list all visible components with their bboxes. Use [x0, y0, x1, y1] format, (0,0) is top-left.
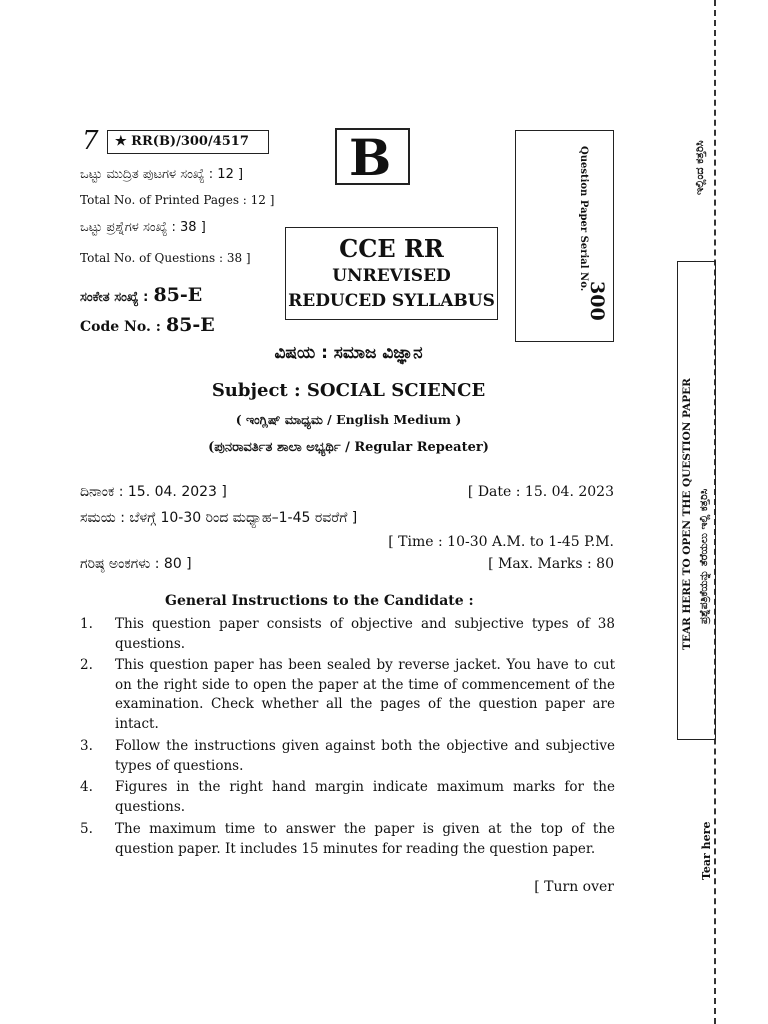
time-kn: ಸಮಯ : ಬೆಳಗ್ಗೆ 10-30 ರಿಂದ ಮಧ್ಯಾಹ–1-45 ರವರೆಗೆ ]	[80, 510, 358, 526]
subject-kn: ವಿಷಯ : ಸಮಾಜ ವಿಜ್ಞಾನ	[274, 343, 423, 363]
printed-pages-en: Total No. of Printed Pages : 12 ]	[80, 193, 275, 207]
turn-over: [ Turn over	[534, 879, 614, 895]
instruction-number: 1.	[80, 616, 93, 632]
tear-here-open-kn: ಪ್ರಶ್ನೆಪತ್ರಿಕೆಯನ್ನು ತೆರೆಯಲು ಇಲ್ಲಿ ಕತ್ತರಿಸಿ	[698, 488, 710, 624]
version-box	[335, 128, 410, 185]
instruction-text: Follow the instructions given against both the objective and subjective types of questions.	[115, 738, 615, 774]
marks-kn: ಗರಿಷ್ಠ ಅಂಕಗಳು : 80 ]	[80, 556, 192, 572]
serial-number-box	[515, 130, 614, 342]
marks-en: [ Max. Marks : 80	[488, 556, 614, 572]
cut-here-kn: ಇಲ್ಲಿಂದ ಕತ್ತರಿಸಿ	[693, 140, 706, 195]
code-en	[80, 314, 215, 336]
date-en: [ Date : 15. 04. 2023	[467, 484, 614, 500]
version-letter: B	[349, 128, 392, 187]
subject-en: Subject : SOCIAL SCIENCE	[211, 380, 486, 401]
paper-code: ★ RR(B)/300/4517	[115, 134, 249, 149]
printed-pages-kn: ಒಟ್ಟು ಮುದ್ರಿತ ಪುಟಗಳ ಸಂಖ್ಯೆ : 12 ]	[80, 167, 244, 182]
date-kn: ದಿನಾಂಕ : 15. 04. 2023 ]	[80, 484, 227, 500]
exam-line2: UNREVISED	[332, 266, 451, 286]
page-number: 7	[82, 126, 99, 156]
instruction-text: The maximum time to answer the paper is given at the top of the question paper. It includes 15 minutes for reading the question paper.	[115, 821, 615, 857]
medium: ( ಇಂಗ್ಲಿಷ್ ಮಾಧ್ಯಮ / English Medium )	[235, 412, 462, 427]
code-kn-label: ಸಂಕೇತ ಸಂಖ್ಯೆ :	[80, 290, 149, 305]
time-en: [ Time : 10-30 A.M. to 1-45 P.M.	[388, 534, 614, 550]
candidate-category: (ಪುನರಾವರ್ತಿತ ಶಾಲಾ ಅಭ್ಯರ್ಥಿ / Regular Repeater)	[208, 440, 489, 455]
code-en-value: 85-E	[165, 314, 215, 336]
instruction-text: This question paper has been sealed by reverse jacket. You have to cut on the right side to open the paper at the time of commencement of the examination. Check whether all the pages of the question paper are intact.	[115, 657, 615, 732]
instruction-number: 5.	[80, 821, 93, 837]
questions-kn: ಒಟ್ಟು ಪ್ರಶ್ನೆಗಳ ಸಂಖ್ಯೆ : 38 ]	[80, 220, 206, 235]
serial-number: 300	[586, 281, 608, 321]
tear-here-open: TEAR HERE TO OPEN THE QUESTION PAPER	[681, 378, 693, 650]
paper-code-box	[107, 130, 269, 154]
code-kn	[80, 284, 202, 306]
instruction-item	[80, 615, 615, 655]
tear-panel[interactable]	[677, 261, 716, 740]
instruction-text: This question paper consists of objective and subjective types of 38 questions.	[115, 616, 615, 652]
code-en-label: Code No. :	[80, 319, 161, 335]
instruction-text: Figures in the right hand margin indicate maximum marks for the questions.	[115, 779, 615, 815]
instruction-number: 4.	[80, 779, 93, 795]
instruction-item	[80, 778, 615, 818]
tear-here: Tear here	[700, 821, 713, 880]
code-kn-value: 85-E	[153, 284, 203, 306]
serial-label: Question Paper Serial No.	[578, 146, 589, 292]
instructions-heading: General Instructions to the Candidate :	[165, 593, 474, 609]
exam-line3: REDUCED SYLLABUS	[288, 291, 495, 311]
instruction-item	[80, 820, 615, 860]
questions-en: Total No. of Questions : 38 ]	[80, 251, 251, 265]
exam-line1: CCE RR	[339, 234, 444, 263]
instruction-number: 2.	[80, 657, 93, 673]
exam-type-box	[285, 227, 498, 320]
instruction-item	[80, 737, 615, 777]
instruction-item	[80, 656, 615, 736]
instruction-number: 3.	[80, 738, 93, 754]
